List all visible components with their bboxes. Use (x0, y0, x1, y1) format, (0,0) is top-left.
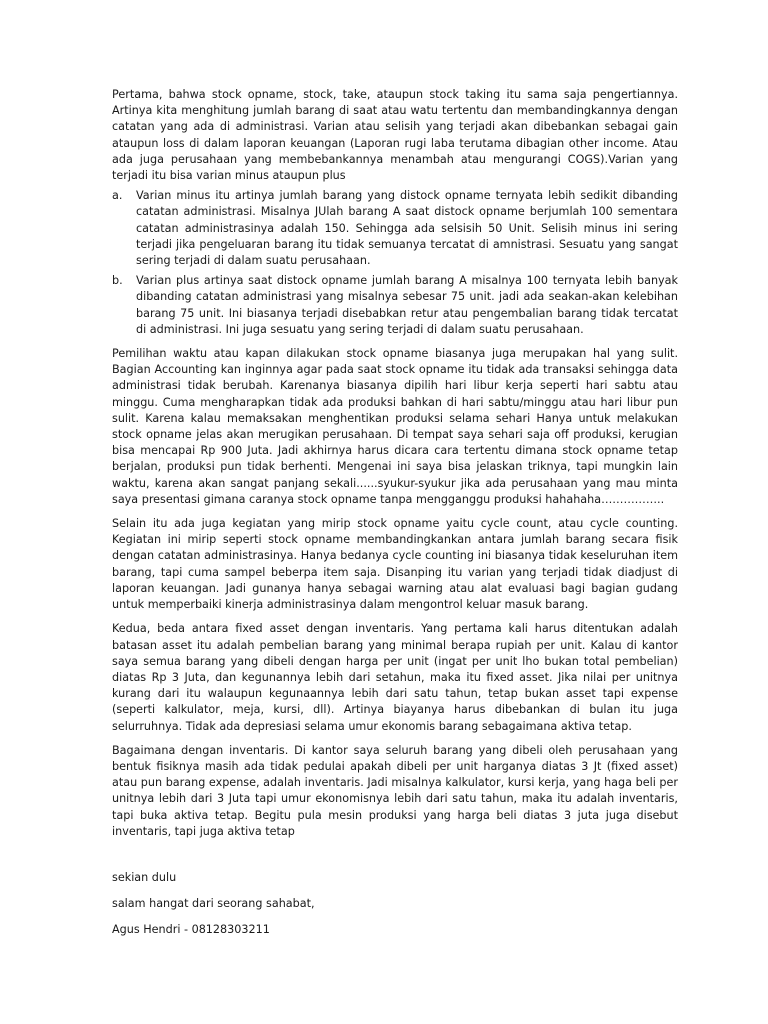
list-marker: a. (112, 189, 123, 203)
list-item-text: Varian plus artinya saat distock opname jumlah barang A misalnya 100 ternyata lebih banyak dibanding catatan administrasi yang misalnya sebesar 75 unit. jadi ada seakan-akan kelebihan barang 75 unit. Ini biasanya terjadi disebabkan retur atau pengembalian barang tidak tercatat di administrasi. Ini juga sesuatu yang sering terjadi di dalam suatu perusahaan. (136, 274, 678, 336)
list-item (112, 273, 678, 338)
document-page (112, 87, 678, 949)
list-item-text: Varian minus itu artinya jumlah barang yang distock opname ternyata lebih sedikit dibanding catatan administrasi. Misalnya JUlah barang A saat distock opname berjumlah 100 sementara catatan administrasinya adalah 150. Sehingga ada selsisih 50 Unit. Selisih minus ini sering terjadi jika pengeluaran barang itu tidak semuanya tercatat di amnistrasi. Sesuatu yang sangat sering terjadi di dalam suatu perusahaan. (136, 189, 678, 268)
intro-paragraph: Pertama, bahwa stock opname, stock, take, ataupun stock taking itu sama saja pengertiannya. Artinya kita menghitung jumlah barang di saat atau watu tertentu dan membandingkannya dengan catatan yang ada di administrasi. Varian atau selisih yang terjadi akan dibebankan sebagai gain ataupun loss di dalam laporan keuangan (Laporan rugi laba terutama dibagian other income. Atau ada juga perusahaan yang membebankannya menambah atau mengurangi COGS).Varian yang terjadi itu bisa varian minus ataupun plus (112, 88, 678, 183)
list-marker: b. (112, 274, 123, 288)
closing-block (112, 870, 678, 939)
list-item (112, 188, 678, 269)
fixed-asset-paragraph: Kedua, beda antara fixed asset dengan inventaris. Yang pertama kali harus ditentukan adalah batasan asset itu adalah pembelian barang yang minimal berapa rupiah per unit. Kalau di kantor saya semua barang yang dibeli dengan harga per unit (ingat per unit lho bukan total pembelian) diatas Rp 3 Juta, dan kegunannya lebih dari setahun, maka itu fixed asset. Jika nilai per unitnya kurang dari itu walaupun kegunaannya lebih dari satu tahun, tetap bukan asset tapi expense (seperti kalkulator, meja, kursi, dll). Artinya biayanya harus dibebankan di bulan itu juga selurruhnya. Tidak ada depresiasi selama umur ekonomis barang sebagaimana aktiva tetap. (112, 622, 678, 733)
timing-paragraph: Pemilihan waktu atau kapan dilakukan stock opname biasanya juga merupakan hal yang sulit. Bagian Accounting kan inginnya agar pada saat stock opname itu tidak ada transaksi sehingga data administrasi tidak berubah. Karenanya biasanya dipilih hari libur kerja seperti hari sabtu atau minggu. Cuma mengharapkan tidak ada produksi bahkan di hari sabtu/minggu atau hari libur pun sulit. Karena kalau memaksakan menghentikan produksi selama sehari Hanya untuk melakukan stock opname jelas akan merugikan perusahaan. Di tempat saya sehari saja off produksi, kerugian bisa mencapai Rp 900 Juta. Jadi akhirnya harus dicara cara tertentu dimana stock opname tetap berjalan, produksi pun tidak berhenti. Mengenai ini saya bisa jelaskan triknya, tapi mungkin lain waktu, karena akan sangat panjang sekali......syukur-syukur jika ada perusahaan yang mau minta saya presentasi gimana caranya stock opname tanpa mengganggu produksi hahahaha…………….. (112, 347, 678, 506)
closing-line: sekian dulu (112, 870, 177, 884)
variance-list (112, 188, 678, 338)
closing-greeting: salam hangat dari seorang sahabat, (112, 897, 315, 911)
cycle-count-paragraph: Selain itu ada juga kegiatan yang mirip stock opname yaitu cycle count, atau cycle counting. Kegiatan ini mirip seperti stock opname membandingkankan antara jumlah barang secara fisik dengan catatan administrasinya. Hanya bedanya cycle counting ini biasanya tidak keseluruhan item barang, tapi cuma sampel beberpa item saja. Disanping itu varian yang terjadi tidak diadjust di laporan keuangan. Jadi gunanya hanya sebagai warning atau alat evaluasi bagi bagian gudang untuk memperbaiki kinerja administrasinya dalam mengontrol keluar masuk barang. (112, 517, 678, 612)
inventaris-paragraph: Bagaimana dengan inventaris. Di kantor saya seluruh barang yang dibeli oleh perusahaan yang bentuk fisiknya masih ada tidak pedulai apakah dibeli per unit harganya diatas 3 Jt (fixed asset) atau pun barang expense, adalah inventaris. Jadi misalnya kalkulator, kursi kerja, yang haga beli per unitnya lebih dari 3 Juta tapi umur ekonomisnya lebih dari satu tahun, maka itu adalah inventaris, tapi buka aktiva tetap. Begitu pula mesin produksi yang harga beli diatas 3 juta juga disebut inventaris, tapi juga aktiva tetap (112, 743, 678, 838)
author-signature: Agus Hendri - 08128303211 (112, 923, 270, 937)
